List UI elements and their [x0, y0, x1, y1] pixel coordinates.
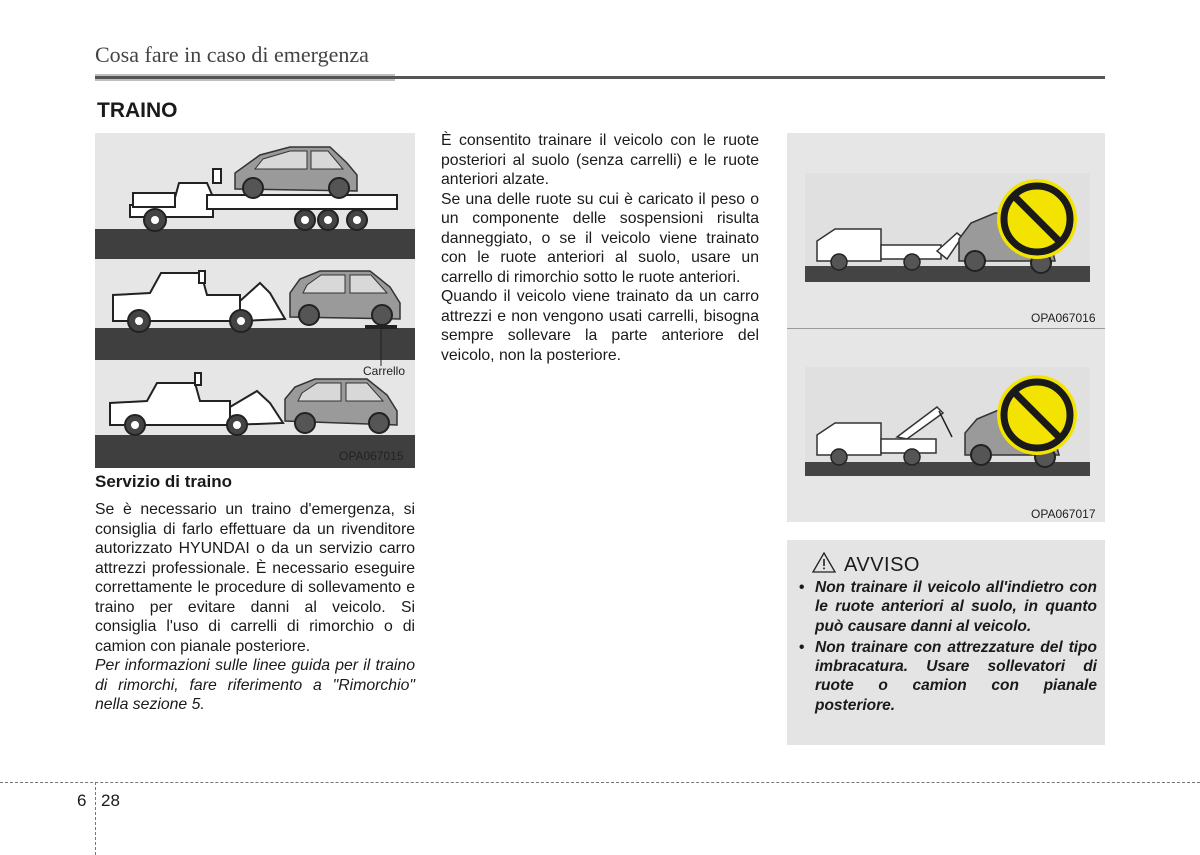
- chapter-number: 6: [77, 791, 87, 810]
- instruction-paragraph-1: È consentito trainare il veicolo con le ruote posteriori al suolo (senza carrelli) e le ruote anteriori alzate.: [441, 132, 759, 188]
- warning-triangle-icon: [812, 552, 836, 578]
- dolly-label: Carrello: [363, 364, 406, 378]
- figure-code: OPA067017: [1031, 507, 1096, 521]
- warning-title: AVVISO: [844, 553, 920, 576]
- instruction-paragraph-3: Quando il veicolo viene trainato da un carro attrezzi e non vengono usati carrelli, bisogna sempre sollevare la parte anteriore del veicolo, non la posteriore.: [441, 288, 759, 364]
- warning-item-text: Non trainare il veicolo all'indietro con le ruote anteriori al suolo, in quanto può causare danni al veicolo.: [815, 579, 1097, 635]
- subsection-title: Servizio di traino: [95, 472, 232, 491]
- figure-code: OPA067016: [1031, 311, 1096, 325]
- towing-service-text: [95, 500, 415, 715]
- bullet: •: [799, 579, 805, 596]
- warning-item-text: Non trainare con attrezzature del tipo imbracatura. Usare sollevatori di ruote o camion con pianale posteriore.: [815, 638, 1097, 714]
- prohibited-rear-lift-figure: [787, 133, 1105, 329]
- running-header: Cosa fare in caso di emergenza: [95, 42, 369, 67]
- warning-header: [812, 552, 920, 578]
- footer-rule: [0, 782, 1200, 783]
- section-title: TRAINO: [97, 99, 178, 122]
- header-rule: [95, 76, 1105, 79]
- warning-item: [797, 578, 1097, 636]
- prohibited-sling-figure: [787, 329, 1105, 522]
- towing-instructions: [441, 131, 759, 365]
- trailer-note: Per informazioni sulle linee guida per il traino di rimorchi, fare riferimento a "Rimorchio" nella sezione 5.: [95, 657, 415, 713]
- footer-divider: [95, 782, 96, 855]
- warning-list: [797, 578, 1097, 717]
- warning-item: [797, 638, 1097, 715]
- figure-code: OPA067015: [339, 449, 404, 463]
- instruction-paragraph-2: Se una delle ruote su cui è caricato il peso o un componente delle sospensioni risulta danneggiato, o se il veicolo viene trainato con le ruote anteriori al suolo, usare un carrello di rimorchio sotto le ruote anteriori.: [441, 190, 759, 286]
- towing-methods-figure: [95, 133, 415, 468]
- towing-service-paragraph: Se è necessario un traino d'emergenza, si consiglia di farlo effettuare da un rivenditore autorizzato HYUNDAI o da un servizio carro attrezzi professionale. È necessario eseguire correttamente le procedure di sollevamento e traino per evitare danni al veicolo. Si consiglia l'uso di carrelli di rimorchio o di camion con pianale posteriore.: [95, 501, 415, 655]
- bullet: •: [799, 638, 805, 656]
- page-number: 28: [101, 791, 120, 810]
